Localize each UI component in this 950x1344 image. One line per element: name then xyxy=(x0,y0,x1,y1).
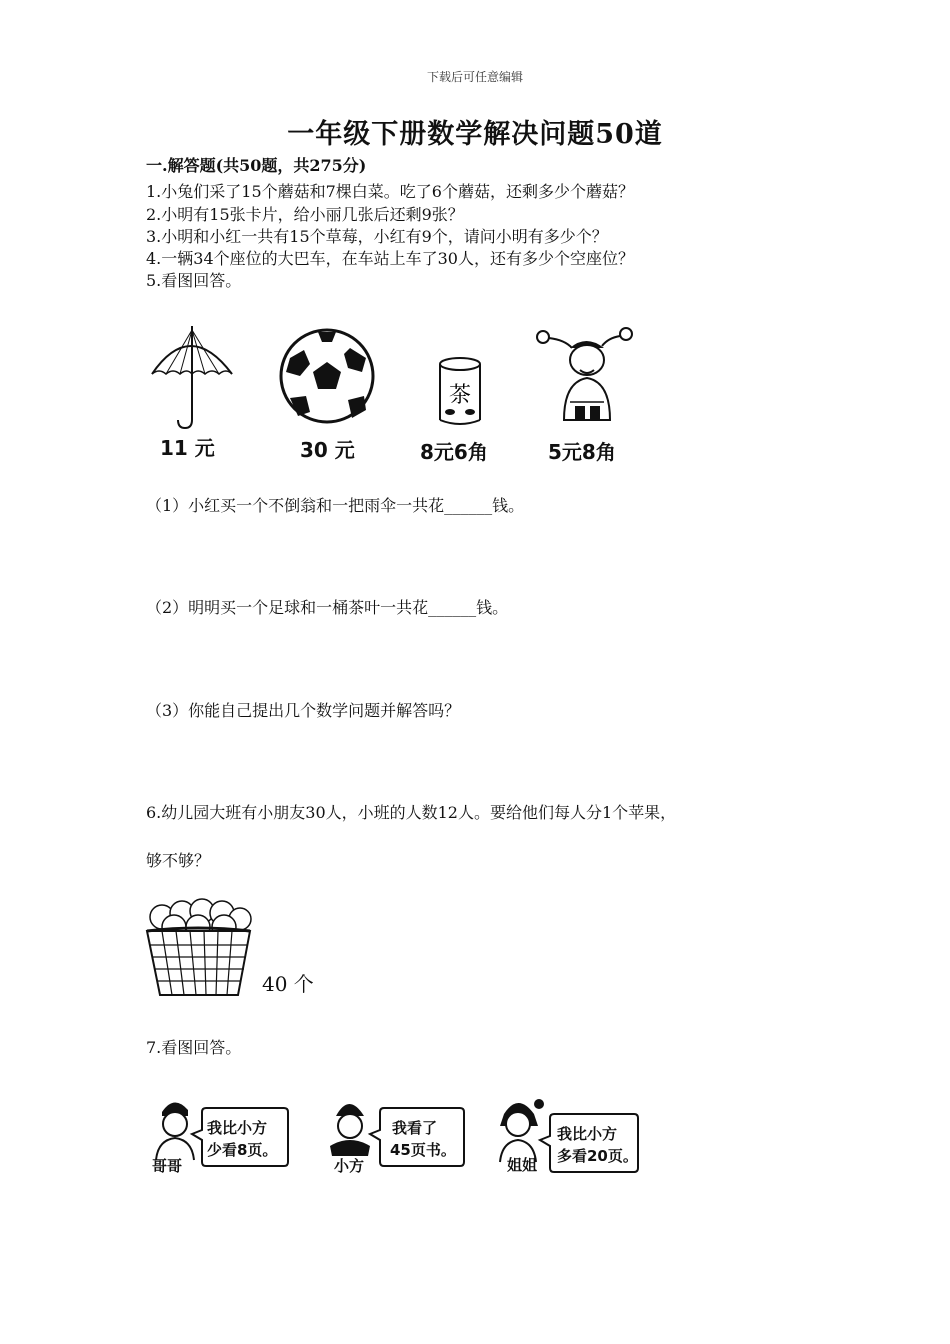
question-6-line-2: 够不够？ xyxy=(146,851,211,870)
soccer-ball-icon xyxy=(281,330,373,422)
apple-basket-icon xyxy=(142,895,258,1001)
tea-can-icon xyxy=(440,358,480,424)
question-6-line-1: 6.幼儿园大班有小朋友30人，小班的人数12人。要给他们每人分1个苹果， xyxy=(146,803,677,822)
sister-bubble-line-1: 我比小方 xyxy=(557,1125,618,1143)
xiaofang-icon xyxy=(330,1104,370,1156)
tea-price: 8元6角 xyxy=(420,440,488,464)
sister-bubble-line-2: 多看20页。 xyxy=(557,1147,638,1165)
question-2: 2.小明有15张卡片，给小丽几张后还剩9张？ xyxy=(146,205,464,224)
question-3: 3.小明和小红一共有15个草莓，小红有9个，请问小明有多少个？ xyxy=(146,227,608,246)
sister-label: 姐姐 xyxy=(507,1156,538,1174)
tumbler-doll-icon xyxy=(537,328,632,420)
question-5-part-2: （2）明明买一个足球和一桶茶叶一共花______钱。 xyxy=(146,598,509,617)
umbrella-icon xyxy=(152,326,232,428)
sister-icon xyxy=(500,1099,544,1162)
question-5-part-1: （1）小红买一个不倒翁和一把雨伞一共花______钱。 xyxy=(146,496,525,515)
tea-can-label: 茶 xyxy=(448,383,472,408)
section-heading: 一.解答题(共50题，共275分) xyxy=(146,156,367,175)
brother-bubble-line-1: 我比小方 xyxy=(207,1119,268,1137)
xiaofang-label: 小方 xyxy=(334,1157,365,1175)
doll-price: 5元8角 xyxy=(548,440,616,464)
brother-label: 哥哥 xyxy=(152,1157,183,1175)
xiaofang-bubble-line-1: 我看了 xyxy=(392,1119,438,1137)
xiaofang-bubble-line-2: 45页书。 xyxy=(390,1141,456,1159)
umbrella-price: 11 元 xyxy=(160,436,215,460)
question-1: 1.小兔们采了15个蘑菇和7棵白菜。吃了6个蘑菇，还剩多少个蘑菇？ xyxy=(146,182,634,201)
question-5-part-3: （3）你能自己提出几个数学问题并解答吗？ xyxy=(146,701,461,720)
question-7: 7.看图回答。 xyxy=(146,1038,242,1057)
apple-count: 40 个 xyxy=(262,972,314,996)
question-4: 4.一辆34个座位的大巴车，在车站上车了30人，还有多少个空座位？ xyxy=(146,249,634,268)
question-5: 5.看图回答。 xyxy=(146,271,242,290)
page-title: 一年级下册数学解决问题50道 xyxy=(287,119,663,150)
page-header: 下载后可任意编辑 xyxy=(426,70,523,84)
ball-price: 30 元 xyxy=(300,438,355,462)
brother-bubble-line-2: 少看8页。 xyxy=(207,1141,278,1159)
brother-icon xyxy=(156,1102,194,1160)
